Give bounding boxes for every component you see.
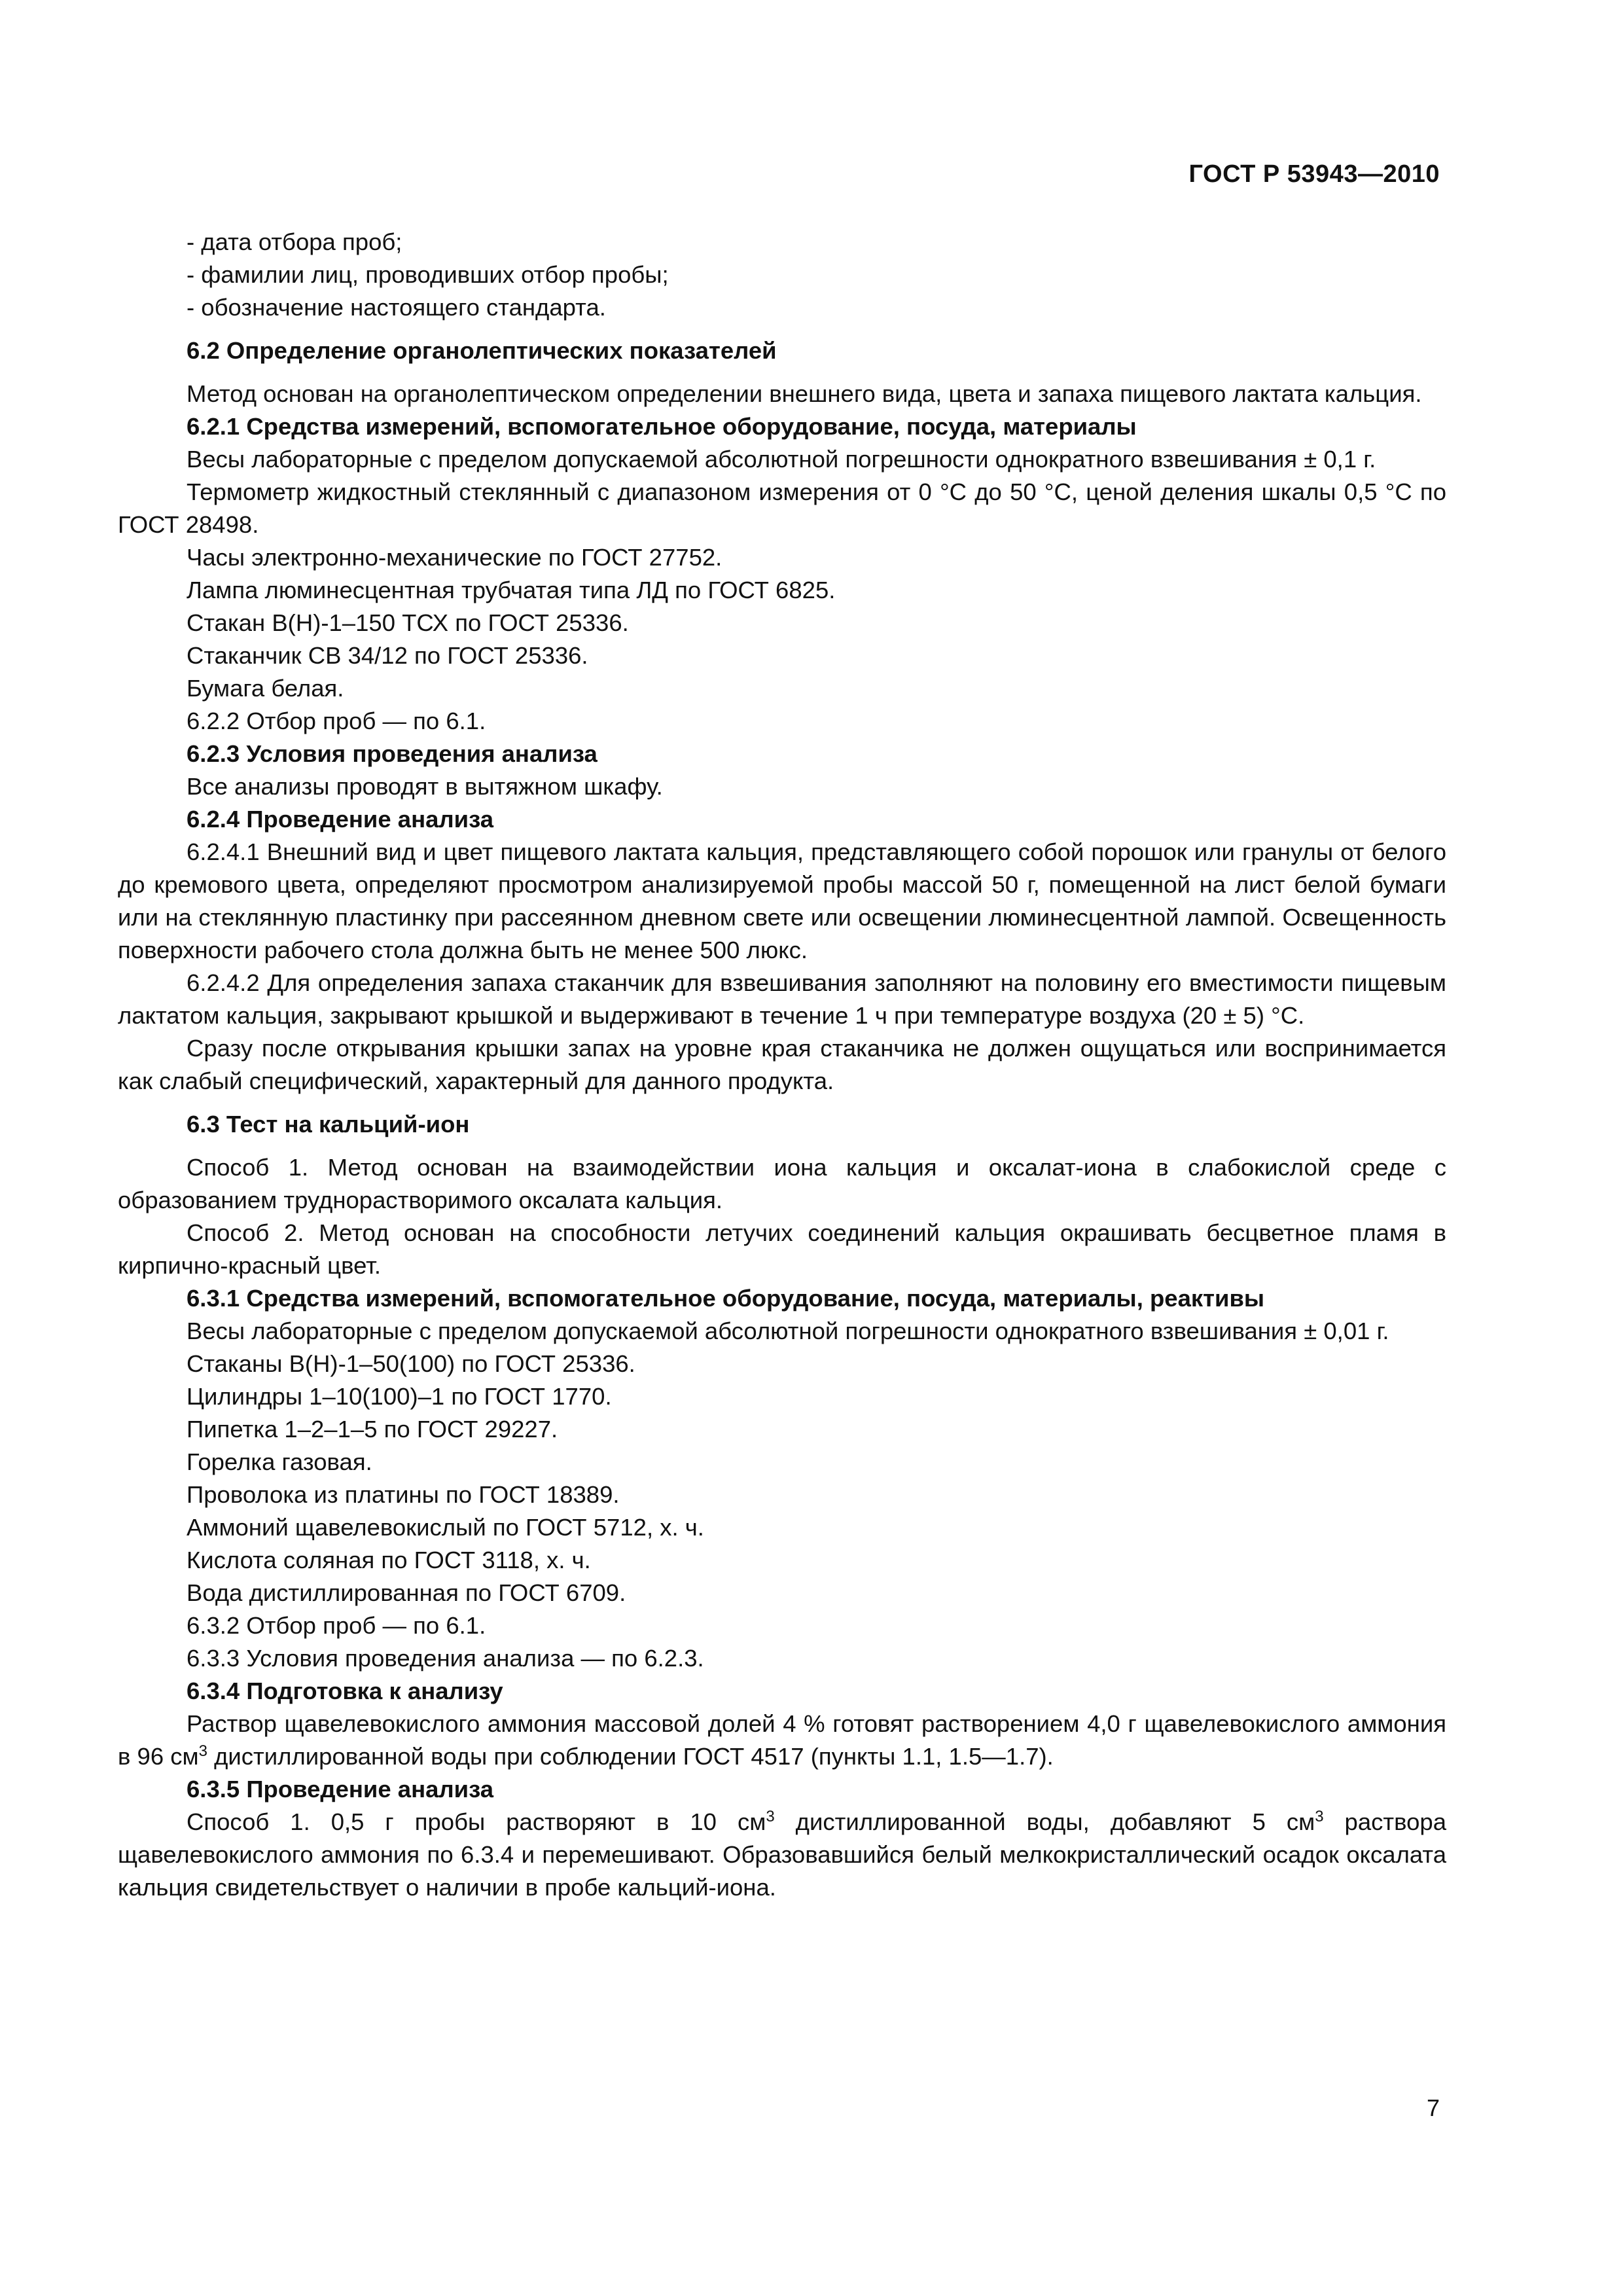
list-item: Стаканчик СВ 34/12 по ГОСТ 25336. [187, 642, 588, 669]
list-item: - дата отбора проб; [187, 228, 402, 255]
list-item: Лампа люминесцентная трубчатая типа ЛД по ГОСТ 6825. [187, 577, 836, 603]
section-heading-6-3-5: 6.3.5 Проведение анализа [187, 1776, 494, 1803]
list-item: Кислота соляная по ГОСТ 3118, х. ч. [187, 1547, 591, 1573]
text-run: дистиллированной воды при соблюдении ГОСТ 4517 (пункты 1.1, 1.5—1.7). [207, 1743, 1054, 1770]
superscript: 3 [766, 1807, 775, 1825]
list-item: Проволока из платины по ГОСТ 18389. [187, 1481, 620, 1508]
paragraph [118, 1708, 1446, 1773]
list-item: Часы электронно-механические по ГОСТ 27752. [187, 544, 722, 571]
list-item: Цилиндры 1–10(100)–1 по ГОСТ 1770. [187, 1383, 612, 1410]
section-heading-6-2-1: 6.2.1 Средства измерений, вспомогательное оборудование, посуда, материалы [187, 413, 1137, 440]
text-run: раствора щавелевокислого аммония по 6.3.4 и перемешивают. Образовавшийся белый мелкокристаллический осадок оксалата кальция свидетельствует о наличии в пробе кальций-иона. [118, 1808, 1446, 1901]
document-body [118, 226, 1446, 1904]
paragraph: Метод основан на органолептическом определении внешнего вида, цвета и запаха пищевого лактата кальция. [187, 380, 1422, 407]
section-heading-6-3-1: 6.3.1 Средства измерений, вспомогательное оборудование, посуда, материалы, реактивы [187, 1285, 1265, 1312]
list-item: Стакан В(Н)-1–150 ТСХ по ГОСТ 25336. [187, 609, 629, 636]
paragraph: 6.2.4.2 Для определения запаха стаканчик для взвешивания заполняют на половину его вместимости пищевым лактатом кальция, закрывают крышкой и выдерживают в течение 1 ч при температуре воздуха (20 ± 5) °С. [118, 969, 1446, 1029]
section-heading-6-2-3: 6.2.3 Условия проведения анализа [187, 740, 597, 767]
list-item: Бумага белая. [187, 675, 344, 702]
section-heading-6-2: 6.2 Определение органолептических показателей [187, 337, 777, 364]
paragraph: Способ 2. Метод основан на способности летучих соединений кальция окрашивать бесцветное пламя в кирпично-красный цвет. [118, 1219, 1446, 1279]
section-heading-6-3-4: 6.3.4 Подготовка к анализу [187, 1677, 503, 1704]
list-item: Весы лабораторные с пределом допускаемой абсолютной погрешности однократного взвешивания ± 0,01 г. [187, 1318, 1389, 1344]
list-item: Весы лабораторные с пределом допускаемой абсолютной погрешности однократного взвешивания ± 0,1 г. [187, 446, 1376, 473]
section-heading-6-3: 6.3 Тест на кальций-ион [187, 1111, 470, 1138]
list-item: Горелка газовая. [187, 1448, 372, 1475]
list-item: Аммоний щавелевокислый по ГОСТ 5712, х. ч. [187, 1514, 704, 1541]
list-item: Термометр жидкостный стеклянный с диапазоном измерения от 0 °С до 50 °С, ценой деления шкалы 0,5 °С по ГОСТ 28498. [118, 478, 1446, 538]
paragraph: Все анализы проводят в вытяжном шкафу. [187, 773, 663, 800]
text-run: Способ 1. 0,5 г пробы растворяют в 10 см [187, 1808, 766, 1835]
page-number: 7 [1426, 2094, 1440, 2121]
list-item: Стаканы В(Н)-1–50(100) по ГОСТ 25336. [187, 1350, 635, 1377]
paragraph: 6.3.2 Отбор проб — по 6.1. [187, 1612, 486, 1639]
paragraph: 6.3.3 Условия проведения анализа — по 6.2.3. [187, 1645, 704, 1672]
paragraph: Сразу после открывания крышки запах на уровне края стаканчика не должен ощущаться или воспринимается как слабый специфический, характерный для данного продукта. [118, 1035, 1446, 1094]
paragraph: 6.2.4.1 Внешний вид и цвет пищевого лактата кальция, представляющего собой порошок или гранулы от белого до кремового цвета, определяют просмотром анализируемой пробы массой 50 г, помещенной на лист белой бумаги или на стеклянную пластинку при рассеянном дневном свете или освещении люминесцентной лампой. Освещенность поверхности рабочего стола должна быть не менее 500 люкс. [118, 838, 1446, 963]
superscript: 3 [1315, 1807, 1324, 1825]
list-item: Пипетка 1–2–1–5 по ГОСТ 29227. [187, 1416, 558, 1443]
document-header-id: ГОСТ Р 53943—2010 [1188, 160, 1440, 188]
list-item: Вода дистиллированная по ГОСТ 6709. [187, 1579, 626, 1606]
list-item: - фамилии лиц, проводивших отбор пробы; [187, 261, 669, 288]
paragraph [118, 1806, 1446, 1904]
paragraph: Способ 1. Метод основан на взаимодействии иона кальция и оксалат-иона в слабокислой среде с образованием труднорастворимого оксалата кальция. [118, 1154, 1446, 1213]
paragraph: 6.2.2 Отбор проб — по 6.1. [187, 708, 486, 734]
text-run: дистиллированной воды, добавляют 5 см [774, 1808, 1315, 1835]
superscript: 3 [198, 1742, 207, 1760]
list-item: - обозначение настоящего стандарта. [187, 294, 606, 321]
text-run: Раствор щавелевокислого аммония массовой долей 4 % готовят растворением 4,0 г щавелевокислого аммония в 96 см [118, 1710, 1446, 1770]
section-heading-6-2-4: 6.2.4 Проведение анализа [187, 806, 494, 833]
